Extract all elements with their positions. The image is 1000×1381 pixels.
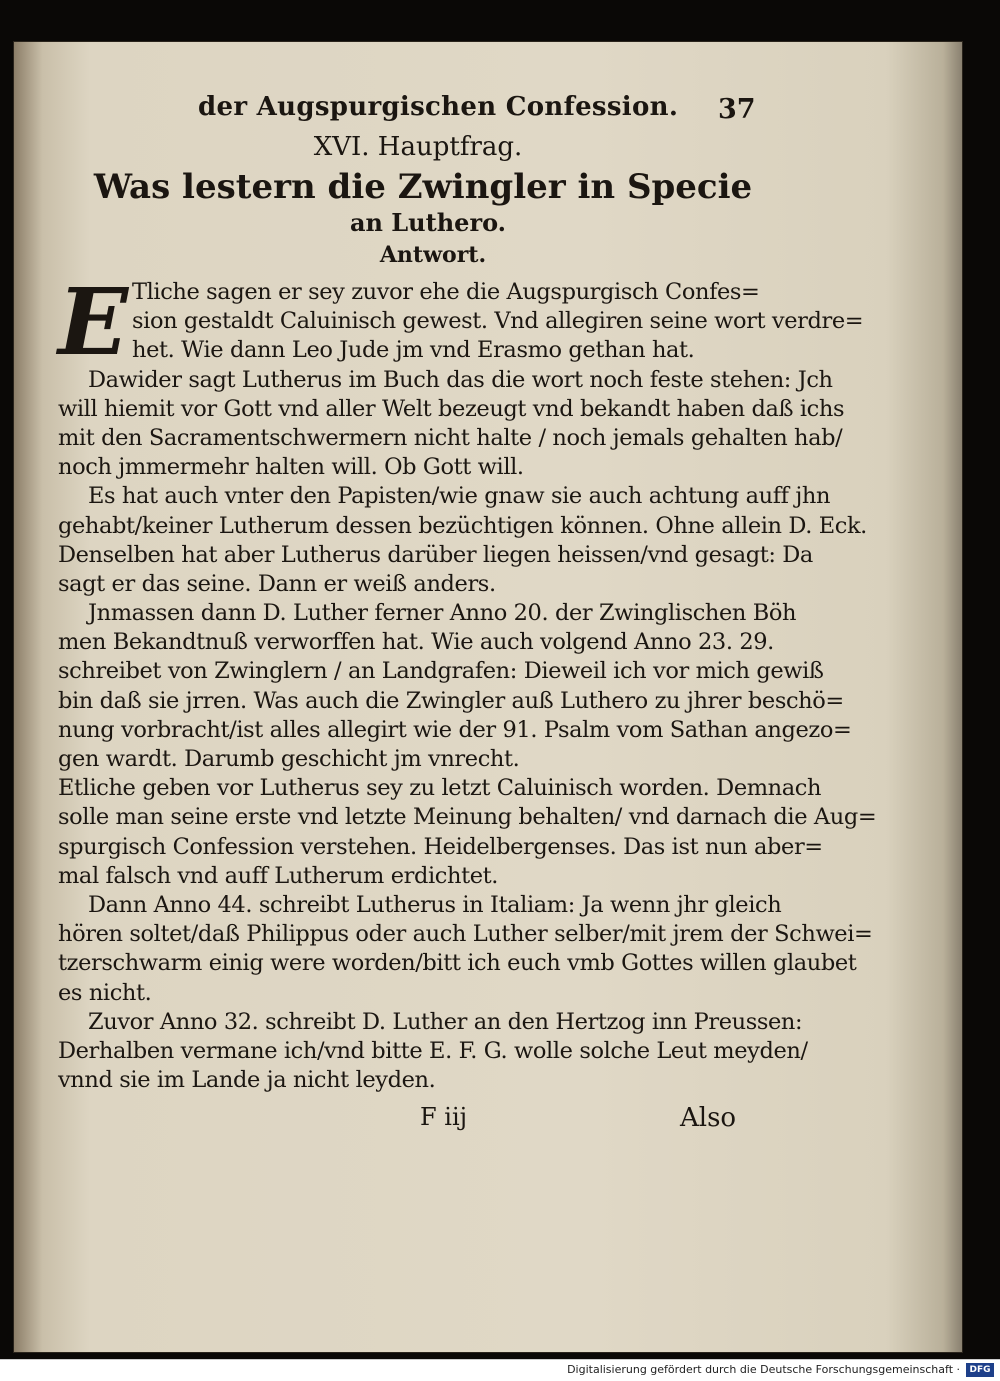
running-title: der Augspurgischen Confession.: [198, 92, 679, 122]
running-head: [58, 92, 758, 132]
text-line: men Bekandtnuß verworffen hat. Wie auch volgend Anno 23. 29.: [58, 629, 774, 656]
text-line: Derhalben vermane ich/vnd bitte E. F. G. wolle solche Leut meyden/: [58, 1037, 808, 1064]
text-line: Tliche sagen er sey zuvor ehe die Augspurgisch Confes=: [132, 279, 760, 305]
text-line: het. Wie dann Leo Jude jm vnd Erasmo gethan hat.: [132, 337, 695, 364]
text-line: Dann Anno 44. schreibt Lutherus in Italiam: Ja wenn jhr gleich: [88, 891, 782, 918]
text-line: solle man seine erste vnd letzte Meinung behalten/ vnd darnach die Aug=: [58, 804, 877, 831]
text-line: hören soltet/daß Philippus oder auch Luther selber/mit jrem der Schwei=: [58, 921, 873, 948]
paragraph: [58, 366, 845, 483]
text-line: Dawider sagt Lutherus im Buch das die wort noch feste stehen: Jch: [88, 366, 833, 393]
text-line: mit den Sacramentschwermern nicht halte / noch jemals gehalten hab/: [58, 424, 843, 451]
text-line: noch jmmermehr halten will. Ob Gott will.: [58, 454, 524, 481]
answer-label: Antwort.: [379, 242, 487, 268]
text-line: sagt er das seine. Dann er weiß anders.: [58, 570, 496, 597]
book-page: [14, 42, 962, 1352]
text-line: will hiemit vor Gott vnd aller Welt bezeugt vnd bekandt haben daß ichs: [58, 395, 845, 422]
text-line: gen wardt. Darumb geschicht jm vnrecht.: [58, 746, 520, 772]
paragraph: [58, 268, 864, 376]
text-line: spurgisch Confession verstehen. Heidelbergenses. Das ist nun aber=: [58, 833, 823, 860]
credit-bar: [0, 1359, 1000, 1381]
paragraph: [58, 482, 867, 599]
text-line: es nicht.: [58, 979, 152, 1006]
text-line: tzerschwarm einig were worden/bitt ich euch vmb Gottes willen glaubet: [58, 950, 857, 977]
page-footer: [58, 1103, 758, 1143]
paragraph: [58, 891, 873, 1008]
text-line: Jnmassen dann D. Luther ferner Anno 20. der Zwinglischen Böh: [88, 600, 797, 627]
text-line: Zuvor Anno 32. schreibt D. Luther an den Hertzog inn Preussen:: [88, 1008, 803, 1035]
section-title-continued: an Luthero.: [349, 208, 507, 237]
text-line: vnnd sie im Lande ja nicht leyden.: [58, 1067, 436, 1094]
signature-mark: F iij: [420, 1103, 468, 1132]
paragraph: [58, 1008, 808, 1096]
text-line: gehabt/keiner Lutherum dessen bezüchtigen können. Ohne allein D. Eck.: [58, 512, 867, 539]
drop-cap-initial: E: [58, 268, 128, 376]
page-number: 37: [718, 94, 756, 125]
credit-text: Digitalisierung gefördert durch die Deutsche Forschungsgemeinschaft ·: [567, 1363, 960, 1376]
catchword: Also: [680, 1103, 737, 1134]
text-line: mal falsch vnd auff Lutherum erdichtet.: [58, 862, 499, 889]
text-line: Es hat auch vnter den Papisten/wie gnaw sie auch achtung auff jhn: [88, 483, 831, 510]
text-line: Etliche geben vor Lutherus sey zu letzt Caluinisch worden. Demnach: [58, 775, 822, 802]
text-line: nung vorbracht/ist alles allegirt wie der 91. Psalm vom Sathan angezo=: [58, 716, 852, 743]
text-line: sion gestaldt Caluinisch gewest. Vnd allegiren seine wort verdre=: [132, 308, 864, 335]
paragraph: [58, 599, 852, 774]
page-content: [58, 92, 877, 1143]
dfg-logo[interactable]: DFG: [966, 1363, 994, 1377]
text-line: bin daß sie jrren. Was auch die Zwingler auß Luthero zu jhrer beschö=: [58, 687, 844, 714]
paragraph: [58, 774, 877, 891]
text-line: Denselben hat aber Lutherus darüber liegen heissen/vnd gesagt: Da: [58, 541, 813, 568]
section-title: Was lestern die Zwingler in Specie: [93, 167, 753, 207]
body-text: [58, 268, 877, 1095]
chapter-label: XVI. Hauptfrag.: [313, 132, 523, 162]
text-line: schreibet von Zwinglern / an Landgrafen: Dieweil ich vor mich gewiß: [58, 658, 824, 685]
